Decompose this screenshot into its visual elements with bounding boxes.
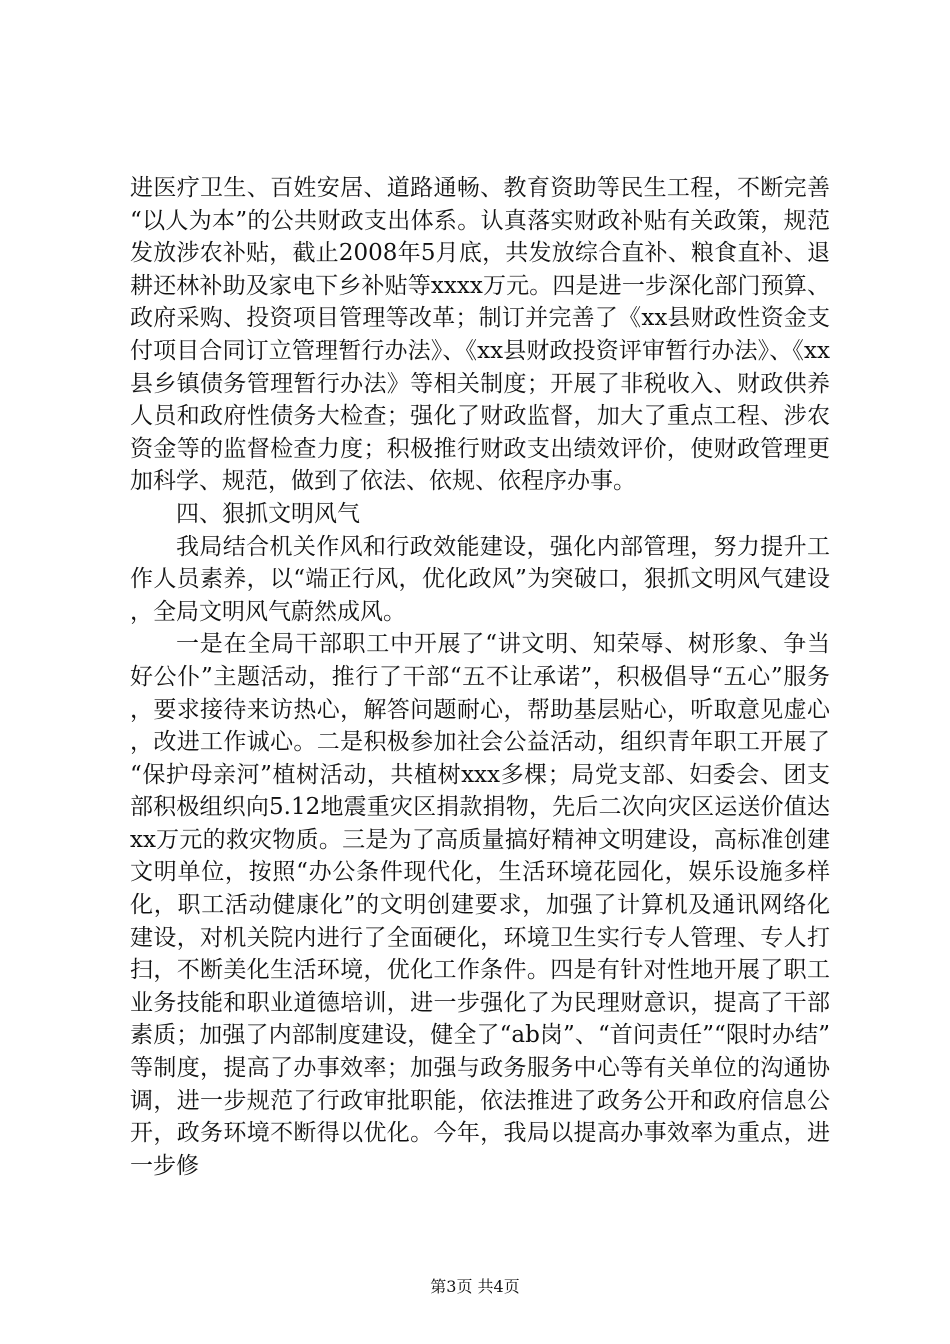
- paragraph-civility-details: 一是在全局干部职工中开展了“讲文明、知荣辱、树形象、争当好公仆”主题活动，推行了干部“五不让承诺”，积极倡导“五心”服务，要求接待来访热心，解答问题耐心，帮助基层贴心，听取意见虚心，改进工作诚心。二是积极参加社会公益活动，组织青年职工开展了“保护母亲河”植树活动，共植树xxx多棵；局党支部、妇委会、团支部积极组织向5.12地震重灾区捐款捐物，先后二次向灾区运送价值达xx万元的救灾物质。三是为了高质量搞好精神文明建设，高标准创建文明单位，按照“办公条件现代化，生活环境花园化，娱乐设施多样化，职工活动健康化”的文明创建要求，加强了计算机及通讯网络化建设，对机关院内进行了全面硬化，环境卫生实行专人管理、专人打扫，不断美化生活环境，优化工作条件。四是有针对性地开展了职工业务技能和职业道德培训，进一步强化了为民理财意识，提高了干部素质；加强了内部制度建设，健全了“ab岗”、“首问责任”“限时办结”等制度，提高了办事效率；加强与政务服务中心等有关单位的沟通协调，进一步规范了行政审批职能，依法推进了政务公开和政府信息公开，政务环境不断得以优化。今年，我局以提高办事效率为重点，进一步修: [130, 631, 830, 1179]
- paragraph-civility-intro: 我局结合机关作风和行政效能建设，强化内部管理，努力提升工作人员素养，以“端正行风，优化政风”为突破口，狠抓文明风气建设，全局文明风气蔚然成风。: [130, 533, 830, 625]
- paragraph-finance-reform: 进医疗卫生、百姓安居、道路通畅、教育资助等民生工程，不断完善“以人为本”的公共财政支出体系。认真落实财政补贴有关政策，规范发放涉农补贴，截止2008年5月底，共发放综合直补、粮食直补、退耕还林补助及家电下乡补贴等xxxx万元。四是进一步深化部门预算、政府采购、投资项目管理等改革；制订并完善了《xx县财政性资金支付项目合同订立管理暂行办法》、《xx县财政投资评审暂行办法》、《xx县乡镇债务管理暂行办法》等相关制度；开展了非税收入、财政供养人员和政府性债务大检查；强化了财政监督，加大了重点工程、涉农资金等的监督检查力度；积极推行财政支出绩效评价，使财政管理更加科学、规范，做到了依法、依规、依程序办事。: [130, 175, 830, 495]
- section-heading-civility: 四、狠抓文明风气: [176, 500, 360, 527]
- page-number-footer: 第3页 共4页: [430, 1277, 520, 1296]
- document-body: [130, 172, 830, 1182]
